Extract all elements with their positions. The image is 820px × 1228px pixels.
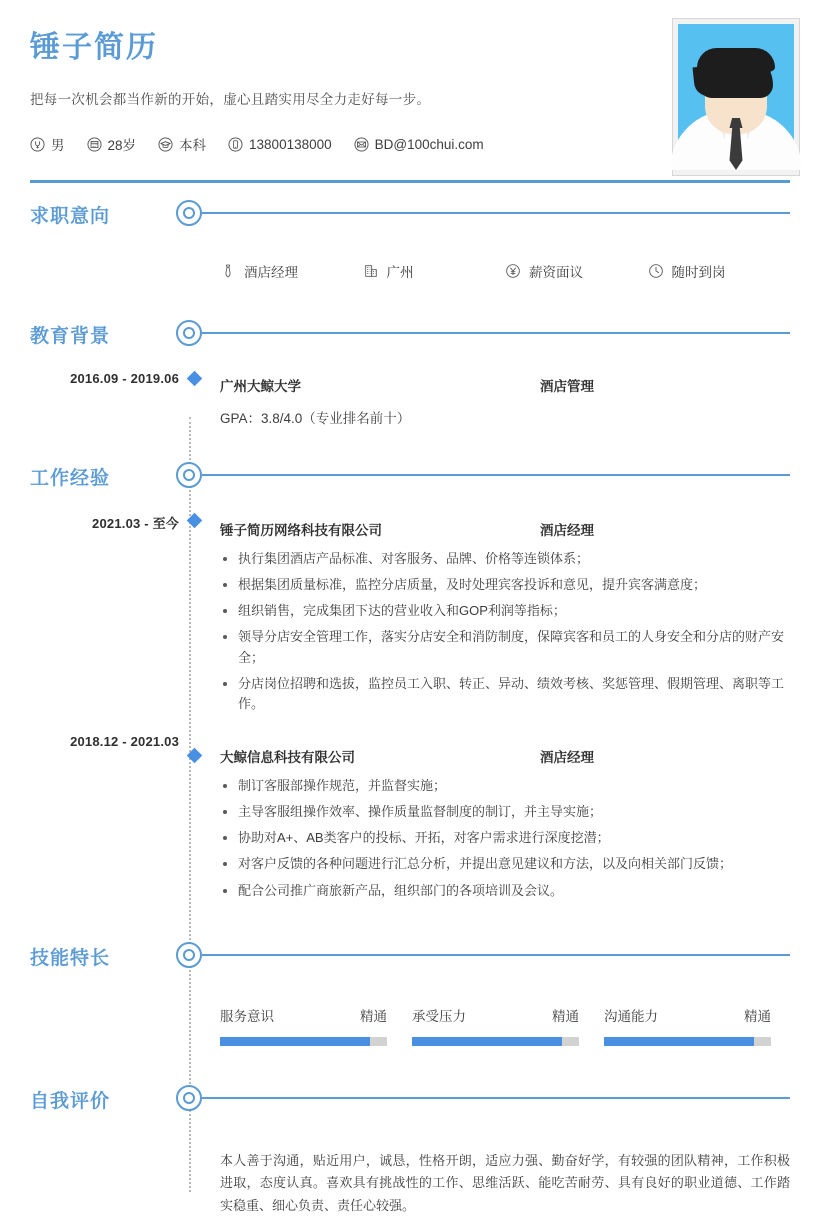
calendar-icon [87,137,102,152]
job-intention-position [220,261,363,281]
resume-header [0,0,820,195]
section-self-evaluation [30,1080,790,1228]
timeline-diamond-icon [187,513,203,529]
work-entry [92,503,790,724]
basic-info-education [158,134,206,154]
skill-item-head [604,1005,771,1025]
education-entry [70,361,790,431]
basic-info-phone-label: 13800138000 [249,136,332,152]
gender-icon [30,137,45,152]
section-rule [202,1097,790,1099]
job-intention-city-label: 广州 [386,265,414,280]
clock-icon [648,263,664,279]
section-title-education: 教育背景 [30,326,111,347]
page-title: 锤子简历 [30,31,158,64]
skill-level: 精通 [552,1008,579,1024]
basic-info-gender-label: 男 [51,138,65,153]
work-duty-list [220,549,790,714]
basic-info-phone [228,137,332,152]
education-entry-date: 2016.09 - 2019.06 [70,371,179,386]
basic-info-age-label: 28岁 [107,138,137,153]
email-icon [354,137,369,152]
list-item: 对客户反馈的各种问题进行汇总分析，并提出意见建议和方法，以及向相关部门反馈； [220,854,790,874]
list-item: 根据集团质量标准，监控分店质量，及时处理宾客投诉和意见，提升宾客满意度； [220,575,790,595]
job-intention-salary-label: 薪资面议 [529,265,583,280]
skill-item [220,1005,387,1046]
list-item: 主导客服组操作效率、操作质量监督制度的制订，并主导实施； [220,802,790,822]
section-education [30,315,790,431]
timeline-ring-icon [176,1085,202,1111]
section-header [30,937,790,983]
skill-progress-fill [220,1037,370,1046]
skill-name: 服务意识 [220,1008,274,1024]
section-skills [30,937,790,1054]
work-duty-list [220,776,790,901]
list-item: 分店岗位招聘和选拔，监控员工入职、转正、异动、绩效考核、奖惩管理、假期管理、离职等工作。 [220,674,790,714]
work-position: 酒店经理 [540,749,594,765]
section-rule [202,332,790,334]
section-work-experience [30,457,790,911]
basic-info-email [354,137,484,152]
resume-body [0,195,820,1228]
list-item: 组织销售，完成集团下达的营业收入和GOP利润等指标； [220,601,790,621]
skill-item [412,1005,579,1046]
section-rule [202,474,790,476]
job-intention-availability [648,261,791,281]
skill-item-head [220,1005,387,1025]
header-divider [30,180,790,183]
section-content [30,503,790,911]
section-job-intention [30,195,790,287]
skill-progress-track [412,1037,579,1046]
skill-name: 承受压力 [412,1008,466,1024]
list-item: 协助对A+、AB类客户的投标、开拓，对客户需求进行深度挖潜； [220,828,790,848]
section-header [30,457,790,503]
section-content [30,241,790,287]
list-item: 制订客服部操作规范，并监督实施； [220,776,790,796]
job-intention-position-label: 酒店经理 [244,265,298,280]
graduation-cap-icon [158,137,173,152]
work-entry-head [220,746,790,766]
basic-info-gender [30,134,65,154]
work-entry-date: 2018.12 - 2021.03 [70,733,179,749]
job-intention-city [363,261,506,281]
section-content [30,983,790,1054]
education-school: 广州大鲸大学 [220,379,301,394]
education-gpa: GPA：3.8/4.0（专业排名前十） [220,411,411,426]
education-entry-head [220,375,790,395]
work-company: 锤子简历网络科技有限公司 [220,523,382,538]
section-rule [202,954,790,956]
basic-info-age [87,134,137,154]
section-title-work-experience: 工作经验 [30,468,111,489]
list-item: 领导分店安全管理工作，落实分店安全和消防制度，保障宾客和员工的人身安全和分店的财产安全； [220,627,790,667]
skill-level: 精通 [360,1008,387,1024]
work-position: 酒店经理 [540,523,594,538]
skill-level: 精通 [744,1008,771,1024]
avatar-hair-fringe [697,48,775,74]
basic-info-email-label: BD@100chui.com [374,136,484,152]
skill-progress-fill [604,1037,754,1046]
skill-name: 沟通能力 [604,1008,658,1024]
job-intention-salary [505,261,648,281]
section-header [30,1080,790,1126]
section-header [30,315,790,361]
job-intention-row [220,241,790,287]
work-entry-date: 2021.03 - 至今 [92,516,179,531]
skill-progress-fill [412,1037,562,1046]
timeline-ring-icon [176,942,202,968]
work-entry [70,724,790,911]
section-header [30,195,790,241]
section-content [30,1126,790,1228]
necktie-icon [220,263,236,279]
timeline-ring-icon [176,200,202,226]
phone-icon [228,137,243,152]
work-entry-head [220,519,790,539]
timeline-diamond-icon [187,748,203,764]
section-title-self-evaluation: 自我评价 [30,1090,111,1112]
skills-row [220,983,790,1054]
skill-item-head [412,1005,579,1025]
skill-progress-track [604,1037,771,1046]
list-item: 执行集团酒店产品标准、对客服务、品牌、价格等连锁体系； [220,549,790,569]
section-content [30,361,790,431]
timeline-diamond-icon [187,371,203,387]
building-icon [363,263,379,279]
basic-info-education-label: 本科 [179,138,207,153]
section-title-skills: 技能特长 [30,947,111,969]
avatar [672,18,800,176]
timeline-ring-icon [176,320,202,346]
section-rule [202,212,790,214]
education-major: 酒店管理 [540,379,594,394]
job-intention-availability-label: 随时到岗 [671,265,726,280]
skill-progress-track [220,1037,387,1046]
skill-item [604,1005,771,1046]
self-evaluation-text: 本人善于沟通，贴近用户，诚恳，性格开朗，适应力强、勤奋好学，有较强的团队精神，工作积极进取，态度认真。喜欢具有挑战性的工作、思维活跃、能吃苦耐劳、具有良好的职业道德、工作踏实稳重、细心负责、责任心较强。 [220,1152,790,1214]
personal-motto: 把每一次机会都当作新的开始，虚心且踏实用尽全力走好每一步。 [30,92,431,107]
list-item: 配合公司推广商旅新产品，组织部门的各项培训及会议。 [220,881,790,901]
work-company: 大鲸信息科技有限公司 [220,749,355,765]
yen-circle-icon [505,263,521,279]
section-title-job-intention: 求职意向 [30,206,111,227]
avatar-illustration [678,24,794,170]
timeline-ring-icon [176,462,202,488]
